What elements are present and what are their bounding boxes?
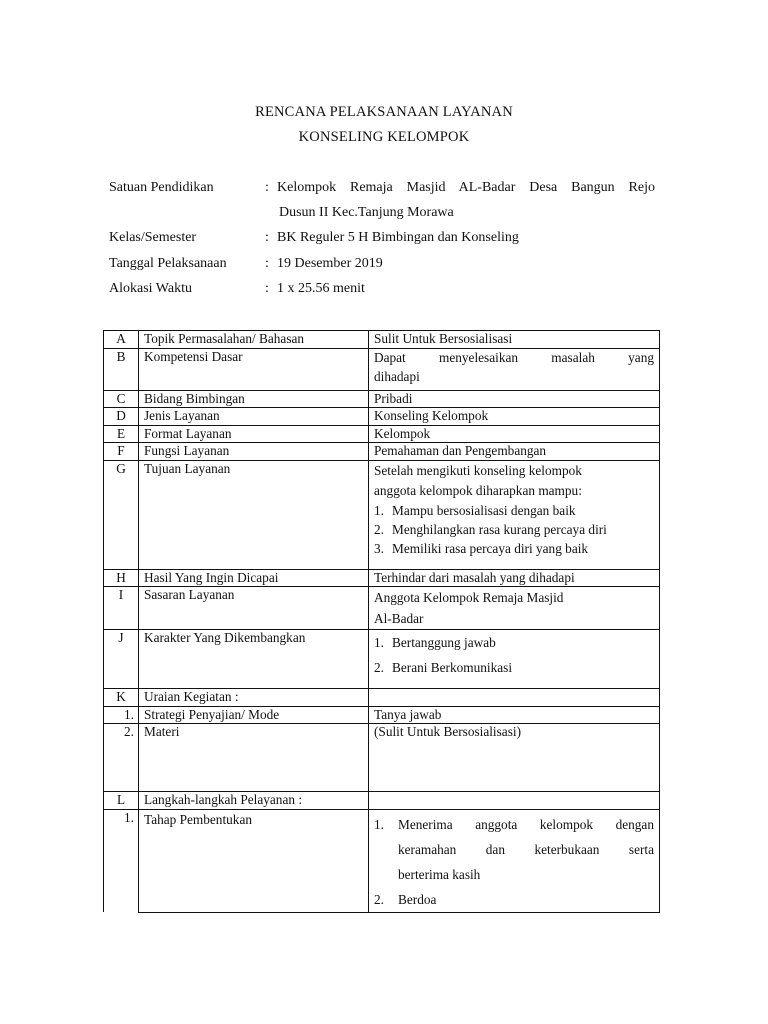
row-value-line: Setelah mengikuti konseling kelompok [374, 462, 582, 478]
row-code: L [104, 792, 139, 810]
row-code: 1. [104, 706, 139, 724]
info-value: BK Reguler 5 H Bimbingan dan Konseling [277, 230, 519, 245]
info-label: Kelas/Semester [109, 230, 197, 245]
row-label: Strategi Penyajian/ Mode [139, 706, 369, 724]
karakter-list [374, 630, 654, 680]
table-row-l [104, 792, 660, 810]
row-value [369, 689, 660, 707]
info-label: Alokasi Waktu [109, 281, 192, 296]
table-row-k [104, 689, 660, 707]
row-label: Langkah-langkah Pelayanan : [139, 792, 369, 810]
list-item [374, 520, 654, 539]
row-value [369, 792, 660, 810]
list-number: 1. [374, 502, 384, 518]
row-code: C [104, 390, 139, 408]
row-code: I [104, 587, 139, 630]
info-value: Dusun II Kec.Tanjung Morawa [279, 205, 454, 220]
info-colon: : [265, 256, 269, 271]
list-text: Bertanggung jawab [392, 635, 496, 650]
row-value: Tanya jawab [369, 706, 660, 724]
row-value [369, 630, 660, 689]
table-row-e [104, 425, 660, 443]
row-value-line: Anggota Kelompok Remaja Masjid [374, 590, 564, 605]
info-label: Satuan Pendidikan [109, 180, 214, 195]
row-label: Format Layanan [139, 425, 369, 443]
row-code: A [104, 331, 139, 349]
list-text: Berani Berkomunikasi [392, 660, 513, 675]
list-text-line: berterima kasih [398, 866, 481, 882]
list-number: 2. [374, 891, 384, 907]
list-text: Memiliki rasa percaya diri yang baik [392, 540, 589, 556]
list-item [374, 887, 654, 912]
row-code: D [104, 408, 139, 426]
row-value-line: anggota kelompok diharapkan mampu: [374, 482, 582, 498]
list-item [374, 812, 654, 887]
row-value [369, 348, 660, 390]
list-text: Berdoa [398, 891, 437, 907]
table-row-j [104, 630, 660, 689]
info-colon: : [265, 230, 269, 245]
row-label: Fungsi Layanan [139, 443, 369, 461]
row-value: (Sulit Untuk Bersosialisasi) [369, 724, 660, 792]
row-code: 2. [104, 724, 139, 792]
info-value: 1 x 25.56 menit [277, 281, 365, 296]
row-label: Topik Permasalahan/ Bahasan [139, 331, 369, 349]
info-colon: : [265, 281, 269, 296]
table-row-l1 [104, 809, 660, 912]
row-value: Pemahaman dan Pengembangan [369, 443, 660, 461]
info-value: 19 Desember 2019 [277, 256, 383, 271]
row-label: Jenis Layanan [139, 408, 369, 426]
list-number: 1. [374, 635, 384, 650]
row-value: Konseling Kelompok [369, 408, 660, 426]
row-label: Hasil Yang Ingin Dicapai [139, 569, 369, 587]
row-label: Uraian Kegiatan : [139, 689, 369, 707]
table-row-b [104, 348, 660, 390]
row-label: Karakter Yang Dikembangkan [139, 630, 369, 689]
list-number: 2. [374, 521, 384, 537]
row-code: H [104, 569, 139, 587]
table-row-i [104, 587, 660, 630]
row-code: F [104, 443, 139, 461]
row-code: G [104, 460, 139, 569]
row-value-line: Dapat menyelesaikan masalah yang [374, 349, 654, 365]
row-label: Kompetensi Dasar [139, 348, 369, 390]
list-item [374, 655, 654, 680]
document-subtitle: KONSELING KELOMPOK [298, 129, 470, 145]
row-value: Pribadi [369, 390, 660, 408]
row-code: K [104, 689, 139, 707]
row-label: Bidang Bimbingan [139, 390, 369, 408]
info-label: Tanggal Pelaksanaan [109, 256, 227, 271]
table-row-g [104, 460, 660, 569]
tujuan-list [374, 501, 654, 558]
list-text-line: keramahan dan keterbukaan serta [398, 841, 654, 857]
row-code: 1. [104, 809, 139, 912]
list-text: Menghilangkan rasa kurang percaya diri [392, 521, 607, 537]
row-code: E [104, 425, 139, 443]
row-value: Terhindar dari masalah yang dihadapi [369, 569, 660, 587]
info-colon: : [265, 180, 269, 195]
list-item [374, 630, 654, 655]
document-title: RENCANA PELAKSANAAN LAYANAN [255, 104, 513, 120]
row-code: B [104, 348, 139, 390]
row-label: Sasaran Layanan [139, 587, 369, 630]
row-value [369, 460, 660, 569]
row-value: Kelompok [369, 425, 660, 443]
row-label: Tujuan Layanan [139, 460, 369, 569]
table-row-h [104, 569, 660, 587]
rpl-table [103, 330, 660, 913]
list-item [374, 501, 654, 520]
list-text-line: Menerima anggota kelompok dengan [398, 816, 654, 832]
table-row-k1 [104, 706, 660, 724]
table-row-d [104, 408, 660, 426]
row-code: J [104, 630, 139, 689]
row-label: Materi [139, 724, 369, 792]
list-number: 3. [374, 540, 384, 556]
row-label: Tahap Pembentukan [139, 809, 369, 912]
list-item [374, 539, 654, 558]
table-row-a [104, 331, 660, 349]
list-number: 1. [374, 816, 384, 832]
row-value: Sulit Untuk Bersosialisasi [369, 331, 660, 349]
list-number: 2. [374, 660, 384, 675]
table-row-c [104, 390, 660, 408]
table-row-k2 [104, 724, 660, 792]
row-value-line: Al-Badar [374, 611, 424, 626]
info-value: Kelompok Remaja Masjid AL-Badar Desa Bangun Rejo [277, 180, 655, 195]
row-value [369, 809, 660, 912]
table-row-f [104, 443, 660, 461]
row-value-line: dihadapi [374, 368, 420, 384]
list-text: Mampu bersosialisasi dengan baik [392, 502, 576, 518]
row-value [369, 587, 660, 630]
